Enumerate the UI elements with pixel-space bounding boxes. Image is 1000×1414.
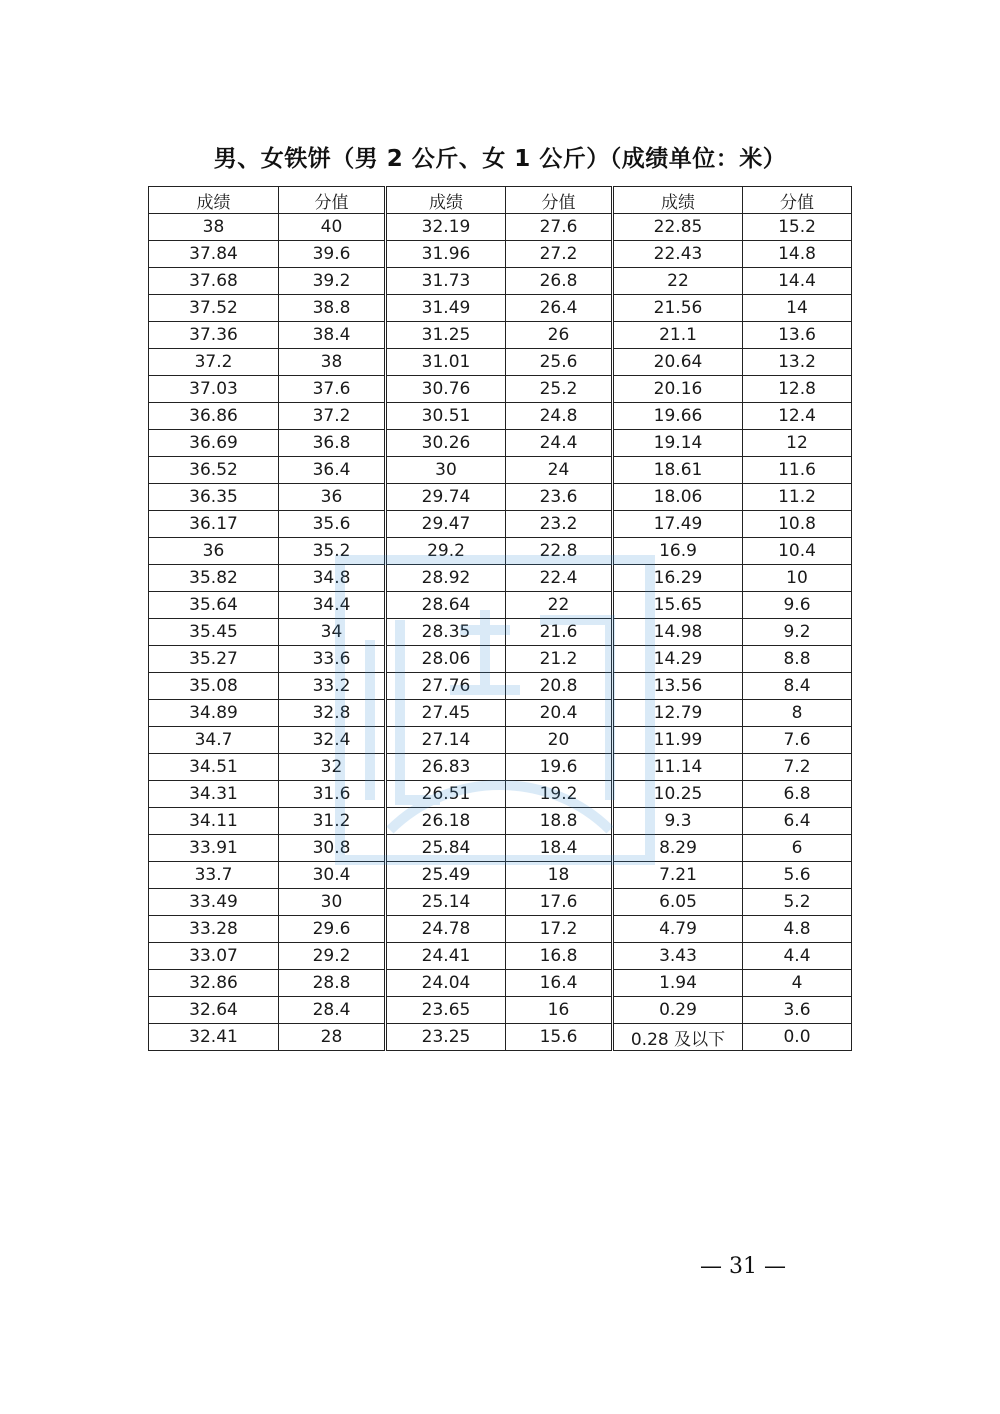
score-cell: 14.98 — [613, 619, 743, 646]
score-cell: 35.08 — [149, 673, 279, 700]
points-cell: 38.8 — [279, 295, 386, 322]
score-cell: 28.35 — [386, 619, 506, 646]
score-cell: 18.61 — [613, 457, 743, 484]
points-cell: 36.4 — [279, 457, 386, 484]
table-row — [149, 268, 852, 295]
table-header-row — [149, 187, 852, 214]
score-cell: 32.86 — [149, 970, 279, 997]
points-cell: 32.8 — [279, 700, 386, 727]
score-cell: 29.47 — [386, 511, 506, 538]
table-row — [149, 619, 852, 646]
score-cell: 14.29 — [613, 646, 743, 673]
score-cell: 22 — [613, 268, 743, 295]
points-cell: 20.8 — [506, 673, 613, 700]
points-cell: 34.8 — [279, 565, 386, 592]
table-row — [149, 862, 852, 889]
table-row — [149, 673, 852, 700]
score-cell: 23.65 — [386, 997, 506, 1024]
score-cell: 21.56 — [613, 295, 743, 322]
table-row — [149, 322, 852, 349]
score-cell: 16.29 — [613, 565, 743, 592]
score-cell: 37.84 — [149, 241, 279, 268]
points-cell: 37.6 — [279, 376, 386, 403]
points-cell: 12.4 — [743, 403, 852, 430]
points-cell: 36.8 — [279, 430, 386, 457]
score-cell: 36.86 — [149, 403, 279, 430]
score-cell: 26.83 — [386, 754, 506, 781]
score-cell: 10.25 — [613, 781, 743, 808]
points-cell: 20 — [506, 727, 613, 754]
score-cell: 32.41 — [149, 1024, 279, 1051]
points-cell: 35.6 — [279, 511, 386, 538]
table-row — [149, 565, 852, 592]
score-cell: 26.18 — [386, 808, 506, 835]
score-cell: 33.91 — [149, 835, 279, 862]
points-cell: 16 — [506, 997, 613, 1024]
score-cell: 25.14 — [386, 889, 506, 916]
score-cell: 12.79 — [613, 700, 743, 727]
score-table — [148, 186, 852, 1051]
points-cell: 31.2 — [279, 808, 386, 835]
table-row — [149, 835, 852, 862]
points-cell: 11.2 — [743, 484, 852, 511]
table-row — [149, 1024, 852, 1051]
table-row — [149, 997, 852, 1024]
points-cell: 27.2 — [506, 241, 613, 268]
points-cell: 31.6 — [279, 781, 386, 808]
points-cell: 6.4 — [743, 808, 852, 835]
table-row — [149, 295, 852, 322]
table-row — [149, 781, 852, 808]
points-cell: 6 — [743, 835, 852, 862]
points-cell: 32.4 — [279, 727, 386, 754]
score-cell: 29.2 — [386, 538, 506, 565]
points-cell: 27.6 — [506, 214, 613, 241]
score-cell: 33.49 — [149, 889, 279, 916]
score-cell: 31.73 — [386, 268, 506, 295]
score-cell: 11.14 — [613, 754, 743, 781]
score-cell: 34.11 — [149, 808, 279, 835]
points-cell: 15.2 — [743, 214, 852, 241]
score-cell: 36.17 — [149, 511, 279, 538]
points-cell: 16.4 — [506, 970, 613, 997]
score-cell: 31.25 — [386, 322, 506, 349]
points-cell: 8.4 — [743, 673, 852, 700]
score-cell: 3.43 — [613, 943, 743, 970]
score-cell: 21.1 — [613, 322, 743, 349]
points-cell: 14.8 — [743, 241, 852, 268]
points-cell: 38.4 — [279, 322, 386, 349]
score-cell: 6.05 — [613, 889, 743, 916]
points-cell: 20.4 — [506, 700, 613, 727]
points-cell: 3.6 — [743, 997, 852, 1024]
table-row — [149, 538, 852, 565]
points-cell: 9.2 — [743, 619, 852, 646]
points-cell: 37.2 — [279, 403, 386, 430]
points-cell: 11.6 — [743, 457, 852, 484]
points-cell: 39.6 — [279, 241, 386, 268]
table-row — [149, 403, 852, 430]
score-cell: 35.45 — [149, 619, 279, 646]
table-row — [149, 349, 852, 376]
score-cell: 24.04 — [386, 970, 506, 997]
score-cell: 30.76 — [386, 376, 506, 403]
column-header: 成绩 — [613, 187, 743, 214]
points-cell: 30 — [279, 889, 386, 916]
points-cell: 36 — [279, 484, 386, 511]
table-row — [149, 457, 852, 484]
points-cell: 22 — [506, 592, 613, 619]
points-cell: 17.6 — [506, 889, 613, 916]
points-cell: 14 — [743, 295, 852, 322]
score-cell: 35.82 — [149, 565, 279, 592]
score-cell: 33.7 — [149, 862, 279, 889]
points-cell: 23.2 — [506, 511, 613, 538]
points-cell: 8 — [743, 700, 852, 727]
points-cell: 18.4 — [506, 835, 613, 862]
score-cell: 23.25 — [386, 1024, 506, 1051]
score-cell: 27.76 — [386, 673, 506, 700]
score-cell: 16.9 — [613, 538, 743, 565]
points-cell: 4.8 — [743, 916, 852, 943]
score-cell: 9.3 — [613, 808, 743, 835]
points-cell: 40 — [279, 214, 386, 241]
points-cell: 7.2 — [743, 754, 852, 781]
table-row — [149, 970, 852, 997]
points-cell: 24.8 — [506, 403, 613, 430]
score-cell: 26.51 — [386, 781, 506, 808]
column-header: 成绩 — [149, 187, 279, 214]
table-row — [149, 592, 852, 619]
points-cell: 4.4 — [743, 943, 852, 970]
points-cell: 13.6 — [743, 322, 852, 349]
score-cell: 25.49 — [386, 862, 506, 889]
points-cell: 30.8 — [279, 835, 386, 862]
score-cell: 28.92 — [386, 565, 506, 592]
points-cell: 21.2 — [506, 646, 613, 673]
score-cell: 27.14 — [386, 727, 506, 754]
score-cell: 36 — [149, 538, 279, 565]
points-cell: 5.2 — [743, 889, 852, 916]
score-cell: 36.69 — [149, 430, 279, 457]
points-cell: 26.8 — [506, 268, 613, 295]
points-cell: 22.4 — [506, 565, 613, 592]
table-row — [149, 889, 852, 916]
points-cell: 34 — [279, 619, 386, 646]
score-cell: 37.52 — [149, 295, 279, 322]
points-cell: 19.2 — [506, 781, 613, 808]
score-cell: 22.43 — [613, 241, 743, 268]
points-cell: 24.4 — [506, 430, 613, 457]
score-cell: 24.41 — [386, 943, 506, 970]
points-cell: 15.6 — [506, 1024, 613, 1051]
points-cell: 12 — [743, 430, 852, 457]
points-cell: 13.2 — [743, 349, 852, 376]
points-cell: 38 — [279, 349, 386, 376]
points-cell: 30.4 — [279, 862, 386, 889]
points-cell: 16.8 — [506, 943, 613, 970]
score-cell: 36.52 — [149, 457, 279, 484]
column-header: 成绩 — [386, 187, 506, 214]
table-row — [149, 214, 852, 241]
points-cell: 32 — [279, 754, 386, 781]
score-cell: 30.26 — [386, 430, 506, 457]
points-cell: 24 — [506, 457, 613, 484]
points-cell: 26.4 — [506, 295, 613, 322]
score-cell: 37.36 — [149, 322, 279, 349]
points-cell: 34.4 — [279, 592, 386, 619]
score-cell: 11.99 — [613, 727, 743, 754]
points-cell: 4 — [743, 970, 852, 997]
score-cell: 36.35 — [149, 484, 279, 511]
score-cell: 15.65 — [613, 592, 743, 619]
table-row — [149, 754, 852, 781]
score-cell: 34.51 — [149, 754, 279, 781]
table-row — [149, 700, 852, 727]
points-cell: 25.2 — [506, 376, 613, 403]
table-row — [149, 916, 852, 943]
points-cell: 18 — [506, 862, 613, 889]
score-cell: 37.68 — [149, 268, 279, 295]
score-cell: 31.49 — [386, 295, 506, 322]
score-cell: 13.56 — [613, 673, 743, 700]
points-cell: 17.2 — [506, 916, 613, 943]
table-row — [149, 484, 852, 511]
table-row — [149, 511, 852, 538]
table-row — [149, 241, 852, 268]
score-cell: 31.96 — [386, 241, 506, 268]
table-body — [149, 214, 852, 1051]
points-cell: 28.8 — [279, 970, 386, 997]
points-cell: 29.6 — [279, 916, 386, 943]
score-cell: 25.84 — [386, 835, 506, 862]
score-cell: 20.64 — [613, 349, 743, 376]
table-row — [149, 376, 852, 403]
score-cell: 35.27 — [149, 646, 279, 673]
score-cell: 1.94 — [613, 970, 743, 997]
points-cell: 22.8 — [506, 538, 613, 565]
score-cell: 7.21 — [613, 862, 743, 889]
score-cell: 34.31 — [149, 781, 279, 808]
score-cell: 22.85 — [613, 214, 743, 241]
points-cell: 14.4 — [743, 268, 852, 295]
column-header: 分值 — [743, 187, 852, 214]
score-cell: 18.06 — [613, 484, 743, 511]
table-row — [149, 727, 852, 754]
points-cell: 10.8 — [743, 511, 852, 538]
points-cell: 33.6 — [279, 646, 386, 673]
score-cell: 35.64 — [149, 592, 279, 619]
score-cell: 0.28 及以下 — [613, 1024, 743, 1051]
points-cell: 21.6 — [506, 619, 613, 646]
points-cell: 39.2 — [279, 268, 386, 295]
points-cell: 8.8 — [743, 646, 852, 673]
score-cell: 38 — [149, 214, 279, 241]
column-header: 分值 — [506, 187, 613, 214]
points-cell: 6.8 — [743, 781, 852, 808]
score-cell: 19.14 — [613, 430, 743, 457]
score-cell: 20.16 — [613, 376, 743, 403]
score-cell: 17.49 — [613, 511, 743, 538]
column-header: 分值 — [279, 187, 386, 214]
score-cell: 0.29 — [613, 997, 743, 1024]
points-cell: 29.2 — [279, 943, 386, 970]
score-cell: 19.66 — [613, 403, 743, 430]
points-cell: 25.6 — [506, 349, 613, 376]
score-cell: 28.06 — [386, 646, 506, 673]
page-number: — 31 — — [700, 1254, 786, 1279]
score-cell: 33.07 — [149, 943, 279, 970]
points-cell: 9.6 — [743, 592, 852, 619]
score-cell: 27.45 — [386, 700, 506, 727]
score-cell: 32.64 — [149, 997, 279, 1024]
points-cell: 33.2 — [279, 673, 386, 700]
points-cell: 10.4 — [743, 538, 852, 565]
points-cell: 10 — [743, 565, 852, 592]
table-row — [149, 943, 852, 970]
points-cell: 0.0 — [743, 1024, 852, 1051]
table-row — [149, 646, 852, 673]
score-cell: 24.78 — [386, 916, 506, 943]
points-cell: 35.2 — [279, 538, 386, 565]
page-title: 男、女铁饼（男 2 公斤、女 1 公斤）（成绩单位：米） — [213, 146, 787, 172]
score-cell: 28.64 — [386, 592, 506, 619]
points-cell: 7.6 — [743, 727, 852, 754]
points-cell: 5.6 — [743, 862, 852, 889]
score-cell: 30.51 — [386, 403, 506, 430]
score-cell: 29.74 — [386, 484, 506, 511]
score-cell: 4.79 — [613, 916, 743, 943]
score-cell: 33.28 — [149, 916, 279, 943]
score-cell: 8.29 — [613, 835, 743, 862]
score-cell: 34.89 — [149, 700, 279, 727]
points-cell: 19.6 — [506, 754, 613, 781]
score-cell: 31.01 — [386, 349, 506, 376]
points-cell: 12.8 — [743, 376, 852, 403]
score-cell: 37.2 — [149, 349, 279, 376]
points-cell: 28 — [279, 1024, 386, 1051]
score-cell: 37.03 — [149, 376, 279, 403]
table-row — [149, 808, 852, 835]
score-cell: 32.19 — [386, 214, 506, 241]
score-cell: 30 — [386, 457, 506, 484]
points-cell: 26 — [506, 322, 613, 349]
points-cell: 28.4 — [279, 997, 386, 1024]
points-cell: 18.8 — [506, 808, 613, 835]
score-cell: 34.7 — [149, 727, 279, 754]
points-cell: 23.6 — [506, 484, 613, 511]
table-row — [149, 430, 852, 457]
